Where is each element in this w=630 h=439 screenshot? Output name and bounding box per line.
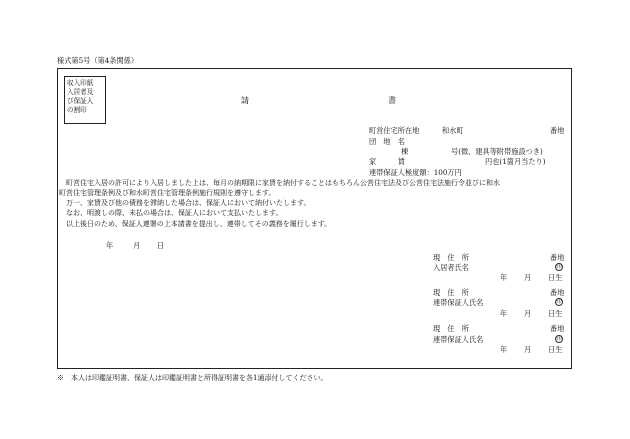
birth-day: 日生 [548,309,563,318]
rent-label: 家 賃 [369,157,405,166]
title-char-1: 請 [241,96,249,105]
complex-name-label: 団 地 名 [369,137,405,146]
signer-name-label: 連帯保証人氏名 [433,335,484,344]
seal-icon: 印 [556,299,562,305]
signer-address-label: 現 住 所 [433,288,469,297]
birth-month: 月 [524,273,532,282]
stamp-line: び保証人 [67,97,94,105]
stamp-line: の割印 [67,106,87,114]
birth-month: 月 [524,309,532,318]
stamp-line: 収入印紙 [67,79,94,87]
date-month: 月 [133,241,141,250]
title-char-2: 書 [388,96,396,105]
date-day: 日 [157,241,165,250]
birth-month: 月 [524,345,532,354]
signer-address-label: 現 住 所 [433,253,469,262]
signer-name-label: 連帯保証人氏名 [433,298,484,307]
birth-day: 日生 [548,345,563,354]
birth-year: 年 [500,345,508,354]
signer-address-unit: 番地 [550,324,565,333]
form-frame [57,68,572,369]
signer-address-unit: 番地 [550,253,565,262]
body-line-2: 町営住宅管理条例及び和水町営住宅管理条例施行規則を遵守します。 [59,189,276,197]
address-unit: 番地 [550,126,565,135]
building-detail: 号(微、建具等附帯施設つき) [451,147,543,156]
body-line-1: 町営住宅入居の許可により入居しました上は、毎月の納期限に家賃を納付することはもちろん公営住宅法及び公営住宅法施行令並びに和水 [66,179,500,187]
address-label: 町営住宅所在地 [369,126,420,135]
footnote: ※ 本人は印鑑証明書、保証人は印鑑証明書と所得証明書を各1通添付してください。 [57,374,328,382]
body-line-3: 万一、家賃及び他の債務を滞納した場合は、保証人において納付いたします。 [66,199,311,207]
address-town: 和水町 [442,126,464,135]
body-line-5: 以上後日のため、保証人連署の上本請書を提出し、連帯してその義務を履行します。 [66,220,332,228]
signer-name-label: 入居者氏名 [433,263,469,272]
birth-year: 年 [500,309,508,318]
birth-day: 日生 [548,273,563,282]
body-line-4: なお、明渡しの際、未払の場合は、保証人において支払いたします。 [66,209,283,217]
form-number: 様式第5号（第4条関係） [57,56,139,65]
date-year: 年 [106,241,114,250]
building-unit: 棟 [401,147,409,156]
stamp-line: 入居者及 [67,88,94,96]
birth-year: 年 [500,273,508,282]
signer-address-unit: 番地 [550,288,565,297]
revenue-stamp-box [64,76,106,124]
guarantee-limit: 連帯保証人極度額：100万円 [369,168,462,177]
seal-icon: 印 [556,264,562,270]
signer-address-label: 現 住 所 [433,324,469,333]
seal-icon: 印 [556,336,562,342]
rent-detail: 円也(1箇月当たり) [485,157,546,166]
